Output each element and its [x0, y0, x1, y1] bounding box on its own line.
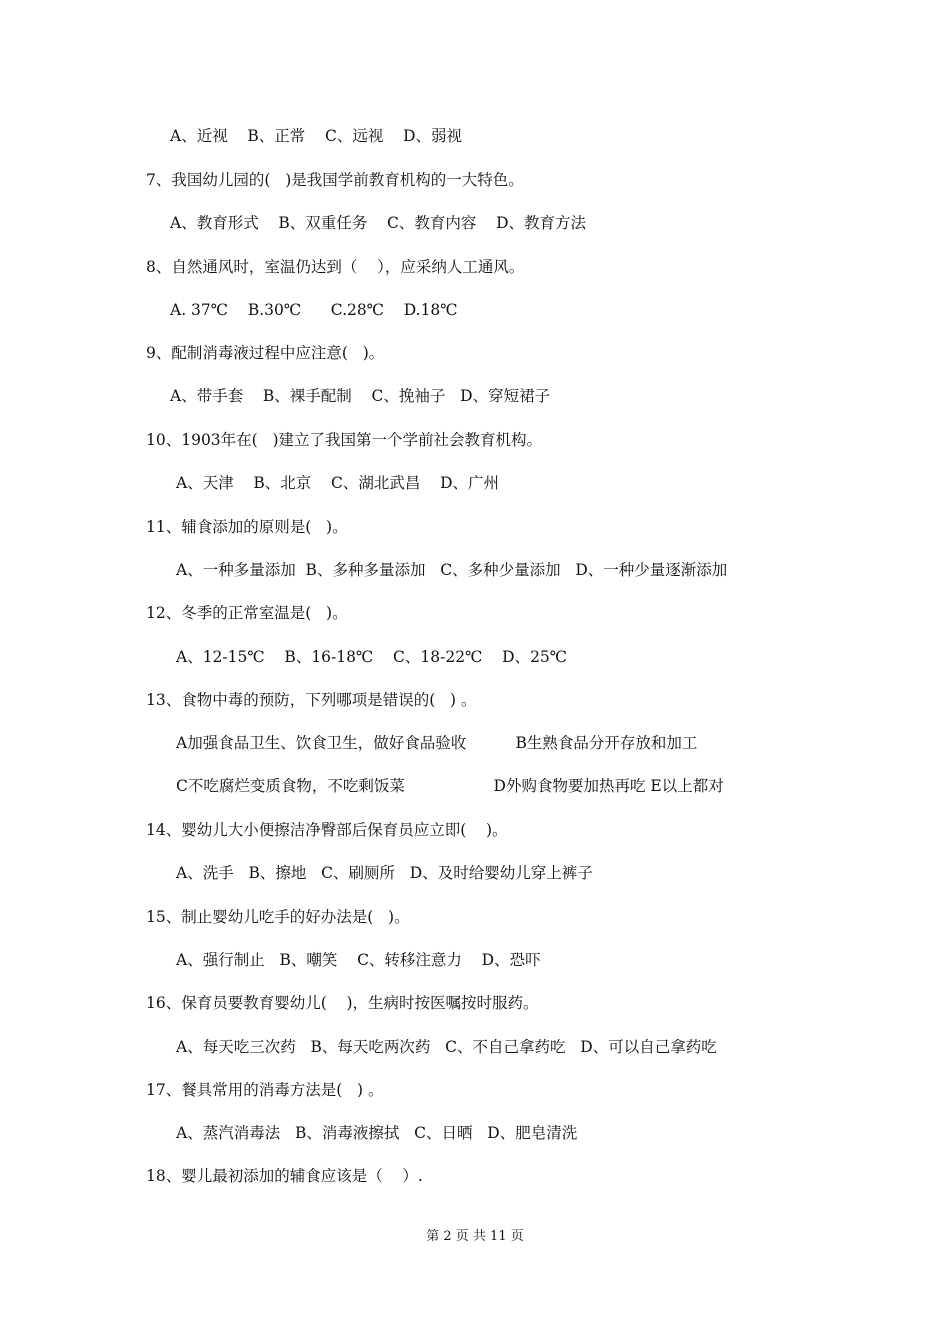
q18-question: 18、婴儿最初添加的辅食应该是（ ）.: [146, 1167, 423, 1185]
q16-question: 16、保育员要教育婴幼儿( )，生病时按医嘱按时服药。: [146, 994, 539, 1012]
q13-question: 13、食物中毒的预防，下列哪项是错误的( ) 。: [146, 691, 477, 709]
q8-options: A. 37℃ B.30℃ C.28℃ D.18℃: [170, 301, 458, 319]
page-footer: 第 2 页 共 11 页: [426, 1229, 524, 1244]
q17-question: 17、餐具常用的消毒方法是( ) 。: [146, 1081, 384, 1099]
q6-options: A、近视 B、正常 C、远视 D、弱视: [170, 127, 462, 145]
q17-options: A、蒸汽消毒法 B、消毒液擦拭 C、日晒 D、肥皂清洗: [176, 1124, 578, 1142]
q13-options-row1: A加强食品卫生、饮食卫生，做好食品验收 B生熟食品分开存放和加工: [176, 734, 698, 752]
q14-options: A、洗手 B、擦地 C、刷厕所 D、及时给婴幼儿穿上裤子: [176, 864, 593, 882]
q9-options: A、带手套 B、裸手配制 C、挽袖子 D、穿短裙子: [170, 387, 551, 405]
q9-question: 9、配制消毒液过程中应注意( )。: [146, 344, 385, 362]
q12-options: A、12-15℃ B、16-18℃ C、18-22℃ D、25℃: [176, 648, 568, 666]
q11-options: A、一种多量添加 B、多种多量添加 C、多种少量添加 D、一种少量逐渐添加: [176, 561, 728, 579]
q15-options: A、强行制止 B、嘲笑 C、转移注意力 D、恐吓: [176, 951, 541, 969]
q12-question: 12、冬季的正常室温是( )。: [146, 604, 348, 622]
q10-question: 10、1903年在( )建立了我国第一个学前社会教育机构。: [146, 431, 543, 449]
q15-question: 15、制止婴幼儿吃手的好办法是( )。: [146, 908, 410, 926]
q16-options: A、每天吃三次药 B、每天吃两次药 C、不自己拿药吃 D、可以自己拿药吃: [176, 1038, 717, 1056]
q8-question: 8、自然通风时，室温仍达到（ ），应采纳人工通风。: [146, 258, 525, 276]
q14-question: 14、婴幼儿大小便擦洁净臀部后保育员应立即( )。: [146, 821, 508, 839]
q7-options: A、教育形式 B、双重任务 C、教育内容 D、教育方法: [170, 214, 586, 232]
q11-question: 11、辅食添加的原则是( )。: [146, 518, 348, 536]
q10-options: A、天津 B、北京 C、湖北武昌 D、广州: [176, 474, 499, 492]
q13-options-row2: C不吃腐烂变质食物，不吃剩饭菜 D外购食物要加热再吃 E以上都对: [176, 777, 724, 795]
q7-question: 7、我国幼儿园的( )是我国学前教育机构的一大特色。: [146, 171, 524, 189]
